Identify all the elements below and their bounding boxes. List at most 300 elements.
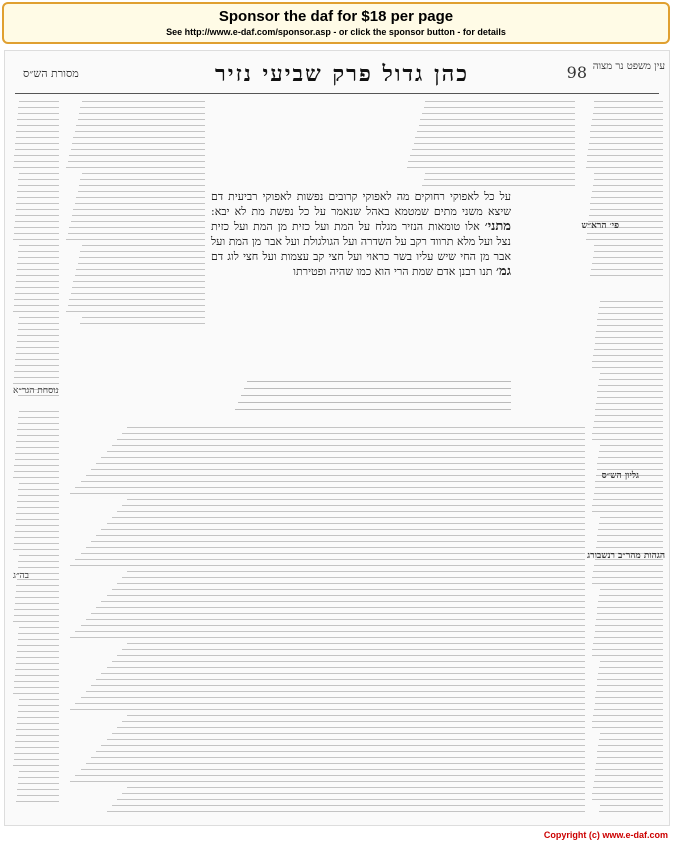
text-line — [107, 739, 585, 740]
text-line — [17, 651, 59, 652]
text-line — [600, 373, 663, 374]
text-line — [425, 101, 575, 102]
text-line — [594, 173, 663, 174]
text-line — [592, 727, 663, 728]
text-line — [14, 161, 59, 162]
text-line — [594, 421, 663, 422]
text-line — [596, 331, 663, 332]
text-line — [18, 113, 59, 114]
text-line — [16, 353, 59, 354]
text-line — [586, 239, 663, 240]
text-line — [596, 619, 663, 620]
text-line — [68, 233, 205, 234]
text-line — [122, 505, 585, 506]
text-line — [425, 173, 575, 174]
text-line — [15, 603, 59, 604]
text-line — [596, 403, 663, 404]
text-line — [19, 699, 59, 700]
text-line — [594, 179, 663, 180]
text-line — [592, 439, 663, 440]
text-line — [18, 323, 59, 324]
text-line — [112, 661, 585, 662]
text-line — [599, 811, 663, 812]
text-line — [590, 137, 663, 138]
text-line — [15, 669, 59, 670]
text-line — [15, 597, 59, 598]
text-line — [78, 263, 205, 264]
text-line — [13, 167, 59, 168]
text-line — [80, 323, 205, 324]
text-line — [14, 753, 59, 754]
text-line — [19, 245, 59, 246]
text-line — [597, 463, 663, 464]
text-line — [15, 675, 59, 676]
text-line — [15, 287, 59, 288]
text-line — [594, 349, 663, 350]
lower-commentary — [65, 427, 585, 817]
text-line — [15, 359, 59, 360]
page-title: כהן גדול פרק שביעי נזיר — [215, 61, 469, 87]
text-line — [16, 657, 59, 658]
text-line — [597, 541, 663, 542]
text-line — [96, 679, 585, 680]
sponsor-title: Sponsor the daf for $18 per page — [218, 8, 454, 25]
right-sidebar-label-2: גליון הש״ס — [601, 471, 639, 481]
text-line — [408, 161, 575, 162]
text-line — [16, 275, 59, 276]
text-line — [76, 269, 205, 270]
text-line — [127, 787, 585, 788]
text-line — [19, 627, 59, 628]
text-line — [599, 379, 663, 380]
text-line — [596, 547, 663, 548]
text-line — [17, 507, 59, 508]
text-line — [592, 655, 663, 656]
text-line — [13, 621, 59, 622]
text-line — [17, 269, 59, 270]
text-line — [592, 119, 663, 120]
text-line — [424, 107, 575, 108]
text-line — [16, 801, 59, 802]
text-line — [19, 173, 59, 174]
text-line — [18, 489, 59, 490]
text-line — [69, 155, 205, 156]
text-line — [71, 293, 205, 294]
text-line — [82, 101, 205, 102]
text-line — [16, 447, 59, 448]
text-line — [593, 787, 663, 788]
text-line — [117, 583, 585, 584]
text-line — [86, 763, 585, 764]
text-line — [594, 251, 663, 252]
text-line — [14, 615, 59, 616]
text-line — [82, 317, 205, 318]
text-line — [14, 687, 59, 688]
text-line — [18, 251, 59, 252]
ein-mishpat-label: עין משפט נר מצוה — [592, 61, 665, 72]
text-line — [101, 745, 585, 746]
text-line — [587, 161, 663, 162]
text-line — [70, 709, 585, 710]
text-line — [244, 388, 511, 389]
text-line — [592, 505, 663, 506]
text-line — [419, 125, 575, 126]
text-line — [597, 391, 663, 392]
text-line — [17, 717, 59, 718]
text-line — [594, 245, 663, 246]
text-line — [112, 517, 585, 518]
text-line — [70, 493, 585, 494]
text-line — [81, 481, 585, 482]
text-line — [590, 275, 663, 276]
text-line — [594, 101, 663, 102]
text-line — [16, 513, 59, 514]
text-line — [86, 547, 585, 548]
text-line — [68, 161, 205, 162]
text-line — [78, 191, 205, 192]
text-line — [17, 263, 59, 264]
text-line — [17, 789, 59, 790]
text-line — [19, 317, 59, 318]
text-line — [597, 319, 663, 320]
text-line — [80, 107, 205, 108]
text-line — [127, 643, 585, 644]
gemara-marker: גמ׳ — [496, 264, 511, 279]
text-line — [14, 299, 59, 300]
text-line — [91, 469, 585, 470]
text-line — [101, 457, 585, 458]
text-line — [91, 757, 585, 758]
text-line — [17, 723, 59, 724]
text-line — [16, 209, 59, 210]
text-line — [593, 427, 663, 428]
text-line — [72, 287, 205, 288]
copyright: Copyright (c) www.e-daf.com — [543, 830, 668, 840]
text-line — [19, 771, 59, 772]
text-line — [117, 655, 585, 656]
text-line — [18, 711, 59, 712]
text-line — [15, 149, 59, 150]
text-line — [595, 703, 663, 704]
lower-left-margin — [13, 411, 59, 811]
text-line — [127, 715, 585, 716]
text-line — [75, 703, 585, 704]
text-line — [14, 377, 59, 378]
text-line — [17, 125, 59, 126]
text-line — [14, 537, 59, 538]
text-line — [18, 185, 59, 186]
text-line — [594, 107, 663, 108]
text-line — [600, 661, 663, 662]
text-line — [122, 793, 585, 794]
main-opening: על כל לאפוקי רחוקים מה לאפוקי קרובים נפשות לאפוקי רביעית דם שיצא משני מתים שמטמא באהל שנאמר על כל נפשת מת לא יבא: — [211, 190, 511, 218]
text-line — [410, 155, 575, 156]
text-line — [17, 435, 59, 436]
text-line — [16, 735, 59, 736]
text-line — [107, 451, 585, 452]
text-line — [14, 759, 59, 760]
text-line — [68, 305, 205, 306]
text-line — [107, 595, 585, 596]
text-line — [18, 495, 59, 496]
text-line — [16, 281, 59, 282]
text-line — [598, 313, 663, 314]
text-line — [66, 239, 205, 240]
text-line — [13, 549, 59, 550]
text-line — [594, 493, 663, 494]
text-line — [127, 571, 585, 572]
text-line — [595, 487, 663, 488]
text-line — [91, 685, 585, 686]
text-line — [247, 381, 511, 382]
text-line — [595, 769, 663, 770]
text-line — [15, 525, 59, 526]
text-line — [14, 371, 59, 372]
text-line — [589, 143, 663, 144]
text-line — [598, 673, 663, 674]
text-line — [597, 535, 663, 536]
text-line — [66, 167, 205, 168]
text-line — [16, 131, 59, 132]
text-line — [595, 415, 663, 416]
text-line — [18, 633, 59, 634]
text-line — [15, 221, 59, 222]
text-line — [422, 185, 575, 186]
text-line — [597, 325, 663, 326]
text-line — [599, 595, 663, 596]
text-line — [19, 411, 59, 412]
text-line — [18, 423, 59, 424]
text-line — [75, 775, 585, 776]
text-line — [592, 793, 663, 794]
text-line — [592, 433, 663, 434]
text-line — [107, 667, 585, 668]
text-line — [422, 113, 575, 114]
text-line — [592, 511, 663, 512]
text-line — [14, 465, 59, 466]
text-line — [595, 775, 663, 776]
text-line — [13, 311, 59, 312]
text-line — [16, 347, 59, 348]
text-line — [69, 227, 205, 228]
text-line — [86, 475, 585, 476]
text-line — [101, 673, 585, 674]
text-line — [17, 501, 59, 502]
text-line — [597, 607, 663, 608]
text-line — [600, 589, 663, 590]
text-line — [424, 179, 575, 180]
text-line — [597, 469, 663, 470]
text-line — [15, 459, 59, 460]
text-line — [127, 427, 585, 428]
text-line — [81, 769, 585, 770]
text-line — [112, 733, 585, 734]
text-line — [70, 637, 585, 638]
text-line — [69, 299, 205, 300]
text-line — [591, 269, 663, 270]
text-line — [73, 137, 205, 138]
text-line — [15, 531, 59, 532]
text-line — [14, 233, 59, 234]
text-line — [590, 209, 663, 210]
main-text-continued — [211, 381, 511, 421]
masoret-label: מסורת הש״ס — [23, 67, 79, 80]
text-line — [595, 697, 663, 698]
text-line — [238, 402, 511, 403]
text-line — [18, 639, 59, 640]
text-line — [80, 179, 205, 180]
text-line — [76, 125, 205, 126]
text-line — [86, 691, 585, 692]
text-line — [16, 519, 59, 520]
text-line — [72, 215, 205, 216]
text-line — [595, 337, 663, 338]
text-line — [15, 293, 59, 294]
text-line — [13, 693, 59, 694]
text-line — [16, 585, 59, 586]
text-line — [81, 625, 585, 626]
text-line — [86, 619, 585, 620]
text-line — [13, 383, 59, 384]
left-sidebar-label-1: נוסחת הגר״א — [13, 386, 59, 396]
text-line — [18, 417, 59, 418]
text-line — [18, 777, 59, 778]
text-line — [78, 119, 205, 120]
right-sidebar-label-1: פי׳ הרא״ש — [581, 221, 619, 231]
text-line — [595, 343, 663, 344]
talmud-page — [4, 50, 670, 826]
text-line — [592, 361, 663, 362]
text-line — [14, 155, 59, 156]
text-line — [117, 511, 585, 512]
text-line — [600, 517, 663, 518]
text-line — [15, 453, 59, 454]
text-line — [117, 799, 585, 800]
text-line — [96, 463, 585, 464]
text-line — [112, 589, 585, 590]
text-line — [101, 601, 585, 602]
mishna-text: אלו טומאות הנזיר מגלח על המת ועל כזית מן המת ועל כזית נצל ועל מלא תרווד רקב על השדרה ועל הגולגולת ועל אבר מן המת ועל אבר מן החי שיש עליו בשר כראוי ועל חצי קב עצמות ועל חצי לוג דם — [211, 220, 511, 263]
text-line — [122, 649, 585, 650]
text-line — [18, 329, 59, 330]
text-line — [600, 733, 663, 734]
right-margin-notes — [585, 101, 663, 281]
text-line — [14, 609, 59, 610]
text-line — [599, 523, 663, 524]
text-line — [15, 143, 59, 144]
mishna-marker: מתני׳ — [484, 219, 511, 234]
text-line — [18, 257, 59, 258]
text-line — [112, 445, 585, 446]
text-line — [79, 257, 205, 258]
text-line — [594, 565, 663, 566]
text-line — [594, 637, 663, 638]
text-line — [18, 783, 59, 784]
text-line — [122, 433, 585, 434]
text-line — [587, 155, 663, 156]
text-line — [127, 499, 585, 500]
text-line — [72, 143, 205, 144]
text-line — [594, 709, 663, 710]
text-line — [15, 741, 59, 742]
gemara-text: תנו רבנן אדם שמת הרי הוא כמו שהיה ופטירתו — [293, 265, 493, 278]
text-line — [407, 167, 575, 168]
text-line — [600, 301, 663, 302]
text-line — [70, 781, 585, 782]
text-line — [592, 577, 663, 578]
tosafot-column — [65, 101, 205, 331]
text-line — [17, 197, 59, 198]
text-line — [592, 799, 663, 800]
text-line — [13, 477, 59, 478]
text-line — [596, 691, 663, 692]
text-line — [598, 529, 663, 530]
text-line — [597, 397, 663, 398]
text-line — [593, 355, 663, 356]
text-line — [17, 795, 59, 796]
text-line — [597, 613, 663, 614]
text-line — [595, 625, 663, 626]
text-line — [592, 583, 663, 584]
text-line — [598, 601, 663, 602]
text-line — [599, 451, 663, 452]
text-line — [18, 107, 59, 108]
text-line — [80, 251, 205, 252]
text-line — [117, 727, 585, 728]
text-line — [66, 311, 205, 312]
text-line — [107, 811, 585, 812]
text-line — [593, 715, 663, 716]
text-line — [76, 197, 205, 198]
page-header — [5, 61, 669, 89]
text-line — [18, 705, 59, 706]
header-rule — [15, 93, 659, 94]
text-line — [592, 263, 663, 264]
sponsor-subtitle[interactable]: See http://www.e-daf.com/sponsor.asp - or click the sponsor button - for details — [166, 27, 506, 37]
text-line — [81, 553, 585, 554]
text-line — [591, 125, 663, 126]
text-line — [417, 131, 575, 132]
text-line — [91, 541, 585, 542]
text-line — [412, 149, 575, 150]
text-line — [594, 781, 663, 782]
text-line — [597, 757, 663, 758]
text-line — [71, 149, 205, 150]
text-line — [593, 257, 663, 258]
text-line — [96, 607, 585, 608]
text-line — [16, 441, 59, 442]
text-line — [14, 227, 59, 228]
text-line — [19, 555, 59, 556]
text-line — [420, 119, 575, 120]
text-line — [588, 149, 663, 150]
text-line — [82, 245, 205, 246]
text-line — [117, 439, 585, 440]
text-line — [586, 167, 663, 168]
text-line — [599, 667, 663, 668]
text-line — [75, 203, 205, 204]
text-line — [599, 739, 663, 740]
text-line — [16, 137, 59, 138]
text-line — [595, 409, 663, 410]
right-sidebar-label-3: הגהות מהר״ב רנשבורג — [587, 551, 665, 561]
sponsor-banner[interactable] — [2, 2, 670, 44]
text-line — [75, 487, 585, 488]
text-line — [19, 483, 59, 484]
text-line — [415, 137, 575, 138]
text-line — [73, 209, 205, 210]
text-line — [593, 499, 663, 500]
